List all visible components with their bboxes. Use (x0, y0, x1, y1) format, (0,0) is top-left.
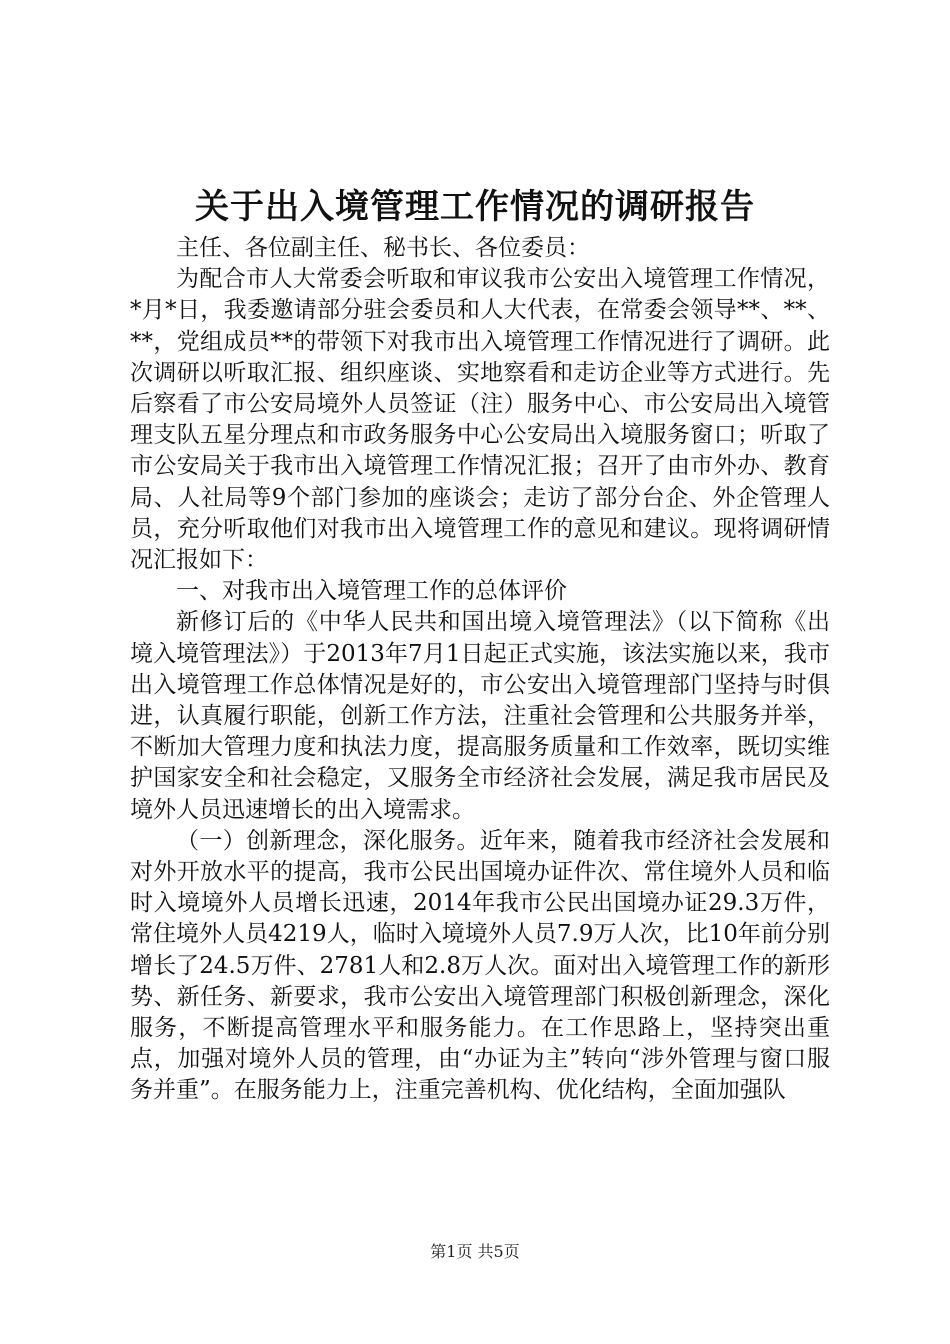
salutation-paragraph: 主任、各位副主任、秘书长、各位委员： (176, 235, 590, 261)
page-number-footer: 第1页 共5页 (430, 1242, 520, 1261)
document-title: 关于出入境管理工作情况的调研报告 (195, 187, 755, 227)
document-body (130, 233, 830, 1107)
subsection-paragraph: （一）创新理念，深化服务。近年来，随着我市经济社会发展和对外开放水平的提高，我市公民出国境办证件次、常住境外人员和临时入境境外人员增长迅速，2014年我市公民出国境办证29.3万件，常住境外人员4219人，临时入境境外人员7.9万人次，比10年前分别增长了24.5万件、2781人和2.8万人次。面对出入境管理工作的新形势、新任务、新要求，我市公安出入境管理部门积极创新理念，深化服务，不断提高管理水平和服务能力。在工作思路上，坚持突出重点，加强对境外人员的管理，由“办证为主”转向“涉外管理与窗口服务并重”。在服务能力上，注重完善机构、优化结构，全面加强队 (130, 827, 830, 1104)
evaluation-paragraph: 新修订后的《中华人民共和国出境入境管理法》（以下简称《出境入境管理法》）于2013年7月1日起正式实施，该法实施以来，我市出入境管理工作总体情况是好的，市公安出入境管理部门坚持与时俱进，认真履行职能，创新工作方法，注重社会管理和公共服务并举，不断加大管理力度和执法力度，提高服务质量和工作效率，既切实维护国家安全和社会稳定，又服务全市经济社会发展，满足我市居民及境外人员迅速增长的出入境需求。 (130, 609, 830, 823)
intro-paragraph: 为配合市人大常委会听取和审议我市公安出入境管理工作情况，*月*日，我委邀请部分驻会委员和人大代表，在常委会领导**、**、**，党组成员**的带领下对我市出入境管理工作情况进行了调研。此次调研以听取汇报、组织座谈、实地察看和走访企业等方式进行。先后察看了市公安局境外人员签证（注）服务中心、市公安局出入境管理支队五星分理点和市政务服务中心公安局出入境服务窗口；听取了市公安局关于我市出入境管理工作情况汇报；召开了由市外办、教育局、人社局等9个部门参加的座谈会；走访了部分台企、外企管理人员，充分听取他们对我市出入境管理工作的意见和建议。现将调研情况汇报如下： (130, 266, 830, 574)
section-heading: 一、对我市出入境管理工作的总体评价 (176, 578, 567, 605)
